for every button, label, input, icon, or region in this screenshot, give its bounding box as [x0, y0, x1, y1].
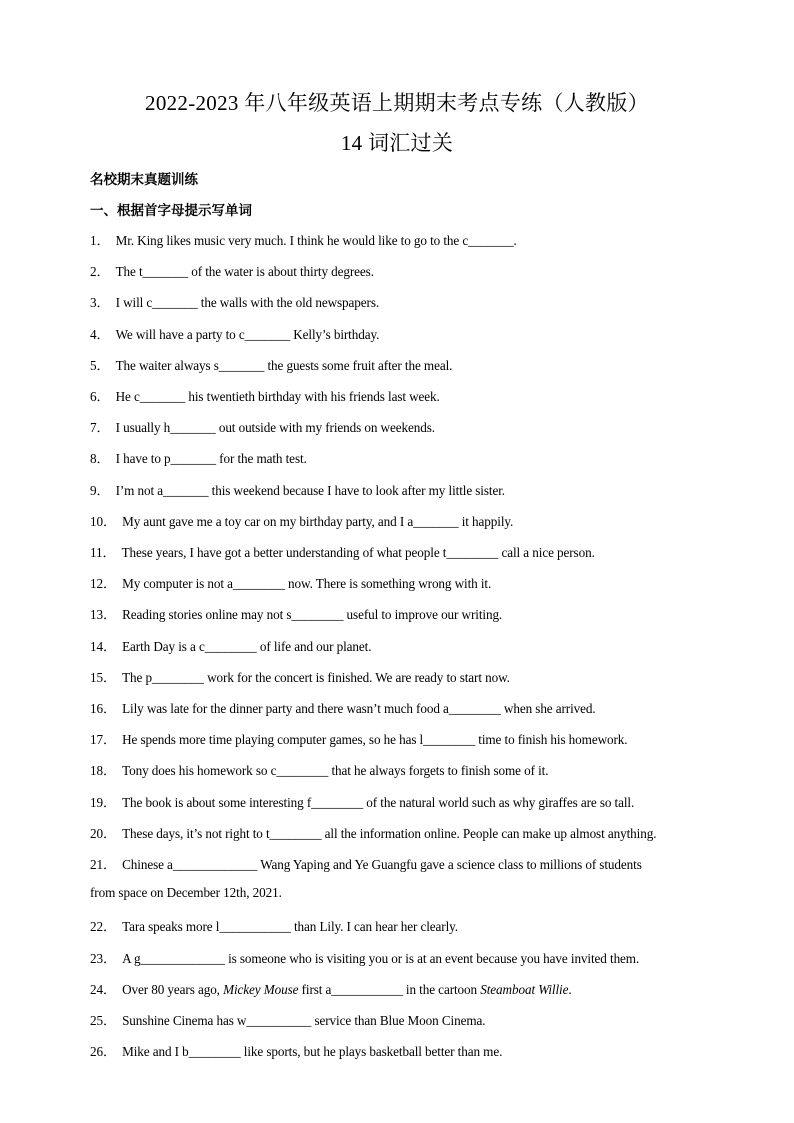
question-number: 23．: [90, 951, 117, 966]
question-number: 17．: [90, 732, 117, 747]
question-14: [90, 636, 371, 655]
question-text: These days, it’s not right to t________ all the information online. People can make up almost anything.: [122, 826, 657, 841]
question-8: [90, 448, 307, 467]
question-text: Reading stories online may not s________ useful to improve our writing.: [122, 607, 503, 622]
question-3: [90, 292, 379, 311]
question-text: .: [568, 982, 572, 997]
question-18: [90, 760, 548, 779]
title-italic: Mickey Mouse: [223, 982, 299, 997]
question-number: 21．: [90, 857, 117, 872]
question-number: 4．: [90, 327, 110, 342]
question-11: [90, 542, 595, 561]
title-italic: Steamboat Willie: [480, 982, 569, 997]
question-number: 8．: [90, 451, 110, 466]
question-text: The t_______ of the water is about thirty degrees.: [115, 264, 374, 279]
question-24: [90, 979, 572, 998]
question-number: 2．: [90, 264, 110, 279]
question-21: [90, 854, 642, 873]
question-number: 25．: [90, 1013, 117, 1028]
question-text: Lily was late for the dinner party and there wasn’t much food a________ when she arrived.: [122, 701, 596, 716]
question-text: Sunshine Cinema has w__________ service than Blue Moon Cinema.: [122, 1013, 486, 1028]
question-16: [90, 698, 596, 717]
question-text: The p________ work for the concert is finished. We are ready to start now.: [122, 670, 510, 685]
question-text: We will have a party to c_______ Kelly’s birthday.: [115, 327, 380, 342]
question-text: Over 80 years ago,: [122, 982, 224, 997]
question-number: 7．: [90, 420, 110, 435]
question-2: [90, 261, 374, 280]
question-text: Mr. King likes music very much. I think he would like to go to the c_______.: [115, 233, 517, 248]
question-15: [90, 667, 510, 686]
question-25: [90, 1010, 485, 1029]
question-text: My computer is not a________ now. There is something wrong with it.: [122, 576, 492, 591]
question-13: [90, 604, 502, 623]
question-23: [90, 948, 639, 967]
question-text: I will c_______ the walls with the old newspapers.: [115, 295, 380, 310]
question-text: My aunt gave me a toy car on my birthday party, and I a_______ it happily.: [122, 514, 514, 529]
question-6: [90, 386, 440, 405]
question-22: [90, 916, 458, 935]
question-number: 6．: [90, 389, 110, 404]
question-number: 10．: [90, 514, 117, 529]
section-label: 名校期末真题训练: [90, 172, 198, 188]
question-text: Mike and I b________ like sports, but he plays basketball better than me.: [122, 1044, 503, 1059]
question-number: 1．: [90, 233, 110, 248]
question-text: first a___________ in the cartoon: [298, 982, 481, 997]
question-number: 11．: [90, 545, 116, 560]
question-number: 20．: [90, 826, 117, 841]
part-label: 一、根据首字母提示写单词: [90, 203, 252, 219]
question-9: [90, 480, 505, 499]
question-text: These years, I have got a better understanding of what people t________ call a nice person.: [121, 545, 595, 560]
question-number: 12．: [90, 576, 117, 591]
page-title: 2022-2023 年八年级英语上期期末考点专练（人教版）: [145, 91, 649, 115]
question-21-continued: [90, 885, 282, 901]
question-number: 24．: [90, 982, 117, 997]
question-1: [90, 230, 517, 249]
question-number: 9．: [90, 483, 110, 498]
question-text: Chinese a_____________ Wang Yaping and Ye Guangfu gave a science class to millions of students: [122, 857, 642, 872]
question-text: He c_______ his twentieth birthday with his friends last week.: [115, 389, 440, 404]
question-text: A g_____________ is someone who is visiting you or is at an event because you have invited them.: [122, 951, 640, 966]
question-number: 3．: [90, 295, 110, 310]
question-text: The waiter always s_______ the guests some fruit after the meal.: [115, 358, 453, 373]
question-number: 15．: [90, 670, 117, 685]
question-text: The book is about some interesting f________ of the natural world such as why giraffes are so tall.: [122, 795, 635, 810]
question-text: Tony does his homework so c________ that he always forgets to finish some of it.: [122, 763, 549, 778]
question-26: [90, 1041, 502, 1060]
question-number: 26．: [90, 1044, 117, 1059]
question-5: [90, 355, 452, 374]
question-number: 5．: [90, 358, 110, 373]
question-17: [90, 729, 627, 748]
question-text: He spends more time playing computer games, so he has l________ time to finish his homework.: [122, 732, 628, 747]
question-number: 18．: [90, 763, 117, 778]
question-4: [90, 324, 379, 343]
question-number: 13．: [90, 607, 117, 622]
question-7: [90, 417, 435, 436]
question-text: I have to p_______ for the math test.: [115, 451, 307, 466]
page-subtitle: 14 词汇过关: [340, 131, 454, 155]
question-20: [90, 823, 656, 842]
question-number: 19．: [90, 795, 117, 810]
question-12: [90, 573, 491, 592]
question-number: 16．: [90, 701, 117, 716]
question-text: I usually h_______ out outside with my friends on weekends.: [115, 420, 435, 435]
question-text: Earth Day is a c________ of life and our planet.: [122, 639, 372, 654]
question-19: [90, 792, 634, 811]
question-number: 22．: [90, 919, 117, 934]
question-text: Tara speaks more l___________ than Lily. I can hear her clearly.: [122, 919, 458, 934]
question-10: [90, 511, 513, 530]
question-text: I’m not a_______ this weekend because I have to look after my little sister.: [115, 483, 505, 498]
question-text: from space on December 12th, 2021.: [90, 885, 282, 900]
question-number: 14．: [90, 639, 117, 654]
